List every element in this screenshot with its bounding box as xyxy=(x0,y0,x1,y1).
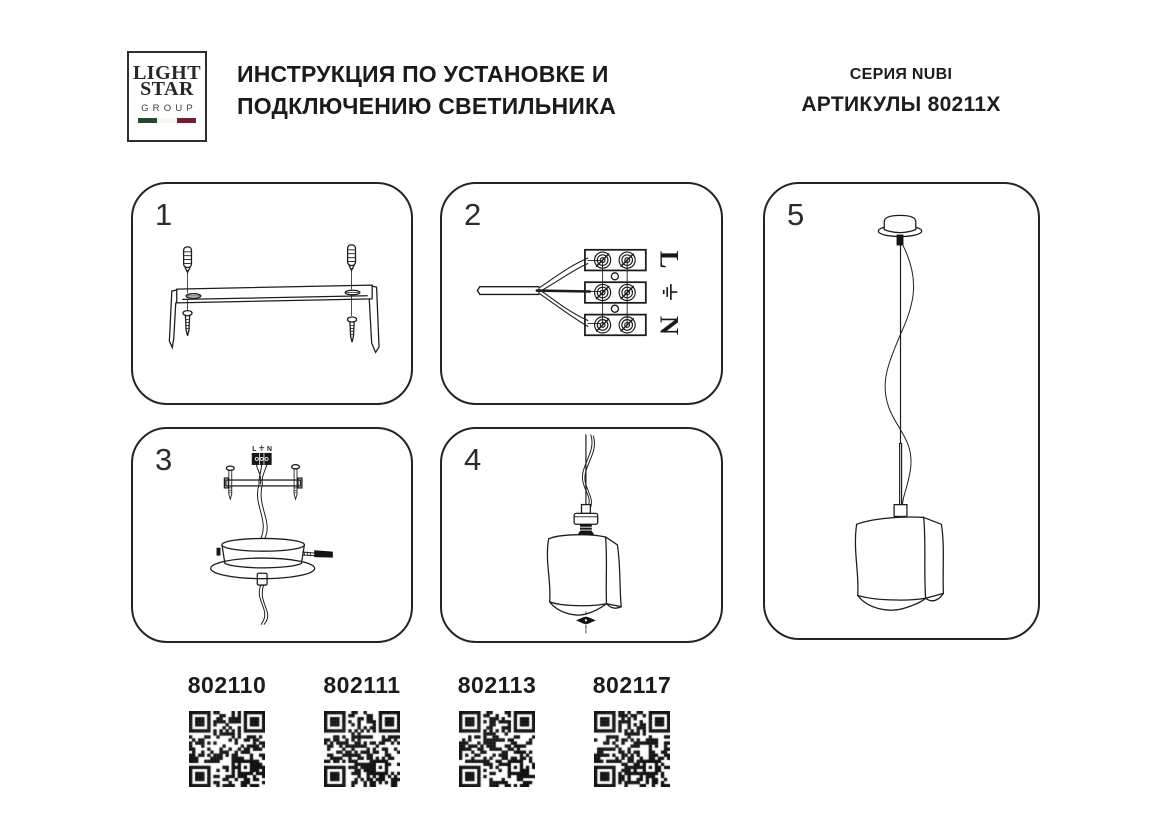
step-1-panel xyxy=(131,182,413,405)
earth-icon xyxy=(664,284,678,300)
wire-label-neutral: N xyxy=(654,315,685,335)
bracket-bar xyxy=(226,480,301,486)
article-code: 802113 xyxy=(457,672,537,698)
lightstar-logo xyxy=(127,51,207,142)
screw-icon xyxy=(226,466,234,499)
canopy-cup xyxy=(884,215,916,232)
earth-icon xyxy=(259,445,264,450)
wire-line xyxy=(539,258,588,292)
side-screw-icon xyxy=(302,550,332,557)
article-code: 802110 xyxy=(187,672,267,698)
bracket-right-flange xyxy=(369,286,379,352)
step-5-panel xyxy=(763,182,1040,640)
series-block xyxy=(772,66,1030,117)
flag-green xyxy=(138,118,157,123)
step-2-panel xyxy=(440,182,723,405)
wires xyxy=(256,464,267,484)
terminal-screws xyxy=(595,252,636,333)
title-line1: ИНСТРУКЦИЯ ПО УСТАНОВКЕ И xyxy=(237,61,609,87)
article-code: 802111 xyxy=(323,672,401,698)
wire-label-line: L xyxy=(654,250,685,269)
wall-anchor-icon xyxy=(348,245,356,271)
article-item xyxy=(447,672,547,792)
article-item xyxy=(177,672,277,792)
side-tab xyxy=(217,548,221,556)
bracket-left-flange xyxy=(169,290,176,347)
glass-shade xyxy=(855,517,943,610)
page-title xyxy=(237,58,616,122)
suspension-rod xyxy=(900,245,902,505)
logo-line1: LIGHT xyxy=(132,62,202,84)
mounting-bracket-diagram xyxy=(133,184,411,403)
screw-icon xyxy=(348,317,357,342)
shade-assembly-diagram xyxy=(442,429,721,641)
flag-red xyxy=(177,118,196,123)
flag-white xyxy=(157,118,176,123)
article-item xyxy=(312,672,412,792)
qr-code xyxy=(324,711,400,787)
socket-disc xyxy=(574,513,598,524)
canopy-mounting-diagram xyxy=(133,429,411,641)
step-3-panel xyxy=(131,427,413,643)
article-code: 802117 xyxy=(592,672,672,698)
threaded-stem xyxy=(578,524,595,534)
qr-code xyxy=(459,711,535,787)
wavy-wire xyxy=(582,435,594,509)
glass-shade xyxy=(547,535,621,615)
step-number: 3 xyxy=(155,442,173,477)
rod-connector xyxy=(897,235,904,246)
assembled-pendant-diagram xyxy=(765,184,1038,638)
screw-icon xyxy=(183,311,192,336)
cord-nub xyxy=(582,505,591,514)
wire-earth xyxy=(537,291,590,292)
step-number: 2 xyxy=(464,197,482,232)
terminal-block-wiring-diagram xyxy=(442,184,721,403)
step-number: 1 xyxy=(155,197,173,232)
series-name: СЕРИЯ NUBI xyxy=(849,66,953,83)
canopy-top xyxy=(222,538,304,551)
step-number: 4 xyxy=(464,442,482,477)
wire-neutral xyxy=(539,289,588,326)
title-line2: ПОДКЛЮЧЕНИЮ СВЕТИЛЬНИКА xyxy=(237,93,617,119)
logo-line2: STAR xyxy=(140,78,194,100)
cord xyxy=(257,484,267,540)
qr-code xyxy=(189,711,265,787)
wall-anchor-icon xyxy=(184,247,192,273)
tiny-label-neutral: N xyxy=(267,446,273,454)
hanging-cord xyxy=(259,585,267,624)
article-item xyxy=(582,672,682,792)
articles-label: АРТИКУЛЫ 80211X xyxy=(801,93,1001,116)
step-4-panel xyxy=(440,427,723,643)
step-number: 5 xyxy=(787,197,805,232)
shade-cap xyxy=(894,505,907,517)
tiny-label-line: L xyxy=(252,446,257,454)
qr-code xyxy=(594,711,670,787)
mains-cable xyxy=(477,287,538,295)
italian-flag-bar xyxy=(138,118,196,123)
logo-line3: GROUP xyxy=(141,103,197,114)
